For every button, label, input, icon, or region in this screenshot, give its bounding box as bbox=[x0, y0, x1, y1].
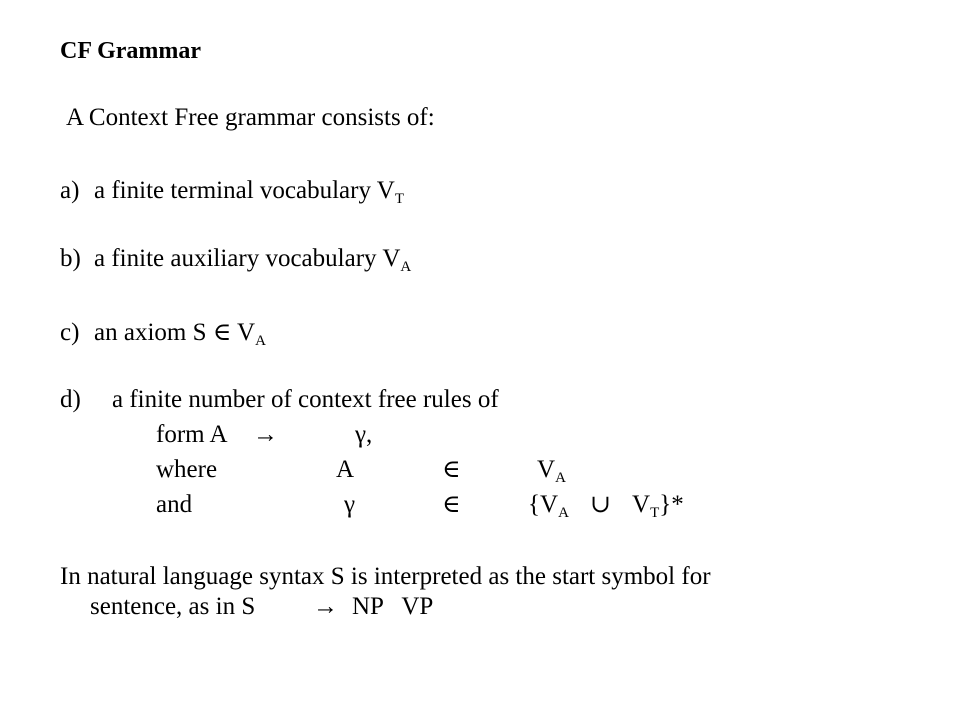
set-subscript: A bbox=[555, 470, 566, 486]
closing-rhs: NP VP bbox=[352, 593, 434, 620]
set-symbol: V bbox=[537, 456, 556, 483]
set-close-text: }* bbox=[659, 491, 684, 518]
item-subscript: A bbox=[255, 333, 266, 349]
set-open-text: {V bbox=[528, 491, 559, 518]
union-symbol: ∪ bbox=[590, 491, 611, 518]
arrow-symbol: → bbox=[313, 593, 338, 620]
where-set bbox=[537, 455, 566, 485]
list-item-a bbox=[60, 176, 404, 206]
and-set-close bbox=[632, 490, 684, 520]
item-subscript: A bbox=[400, 259, 412, 275]
and-label: and bbox=[156, 491, 193, 518]
list-item-b bbox=[60, 244, 411, 274]
item-label: c) bbox=[60, 319, 80, 346]
element-of-symbol: ∈ bbox=[442, 456, 461, 483]
item-text: a finite terminal vocabulary V bbox=[94, 177, 395, 204]
item-text: a finite number of context free rules of bbox=[112, 386, 499, 413]
rule-where-line bbox=[0, 455, 960, 485]
list-item-c bbox=[60, 318, 266, 348]
list-item-d bbox=[60, 385, 499, 415]
and-set-open bbox=[528, 490, 569, 520]
item-text: a finite auxiliary vocabulary V bbox=[94, 245, 401, 272]
and-variable: γ bbox=[344, 491, 356, 518]
closing-line-2 bbox=[0, 592, 960, 622]
intro-text: A Context Free grammar consists of: bbox=[66, 104, 435, 131]
where-variable: A bbox=[336, 456, 355, 483]
item-label: d) bbox=[60, 386, 81, 413]
closing-text: sentence, as in S bbox=[90, 593, 256, 620]
item-label: a) bbox=[60, 177, 80, 204]
rule-and-line bbox=[0, 490, 960, 520]
slide-title: CF Grammar bbox=[60, 38, 202, 64]
set-subscript: T bbox=[650, 505, 660, 521]
where-label: where bbox=[156, 456, 218, 483]
rule-gamma: γ, bbox=[355, 421, 373, 448]
set-subscript: A bbox=[558, 505, 569, 521]
item-text: an axiom S ∈ V bbox=[94, 319, 256, 346]
set-symbol: V bbox=[632, 491, 651, 518]
closing-line-1: In natural language syntax S is interpreted as the start symbol for bbox=[60, 563, 711, 590]
item-subscript: T bbox=[394, 191, 404, 207]
rule-form-line bbox=[0, 420, 960, 450]
rule-form-text: form A bbox=[156, 421, 228, 448]
element-of-symbol: ∈ bbox=[442, 491, 461, 518]
item-label: b) bbox=[60, 245, 81, 272]
arrow-symbol: → bbox=[253, 421, 278, 448]
